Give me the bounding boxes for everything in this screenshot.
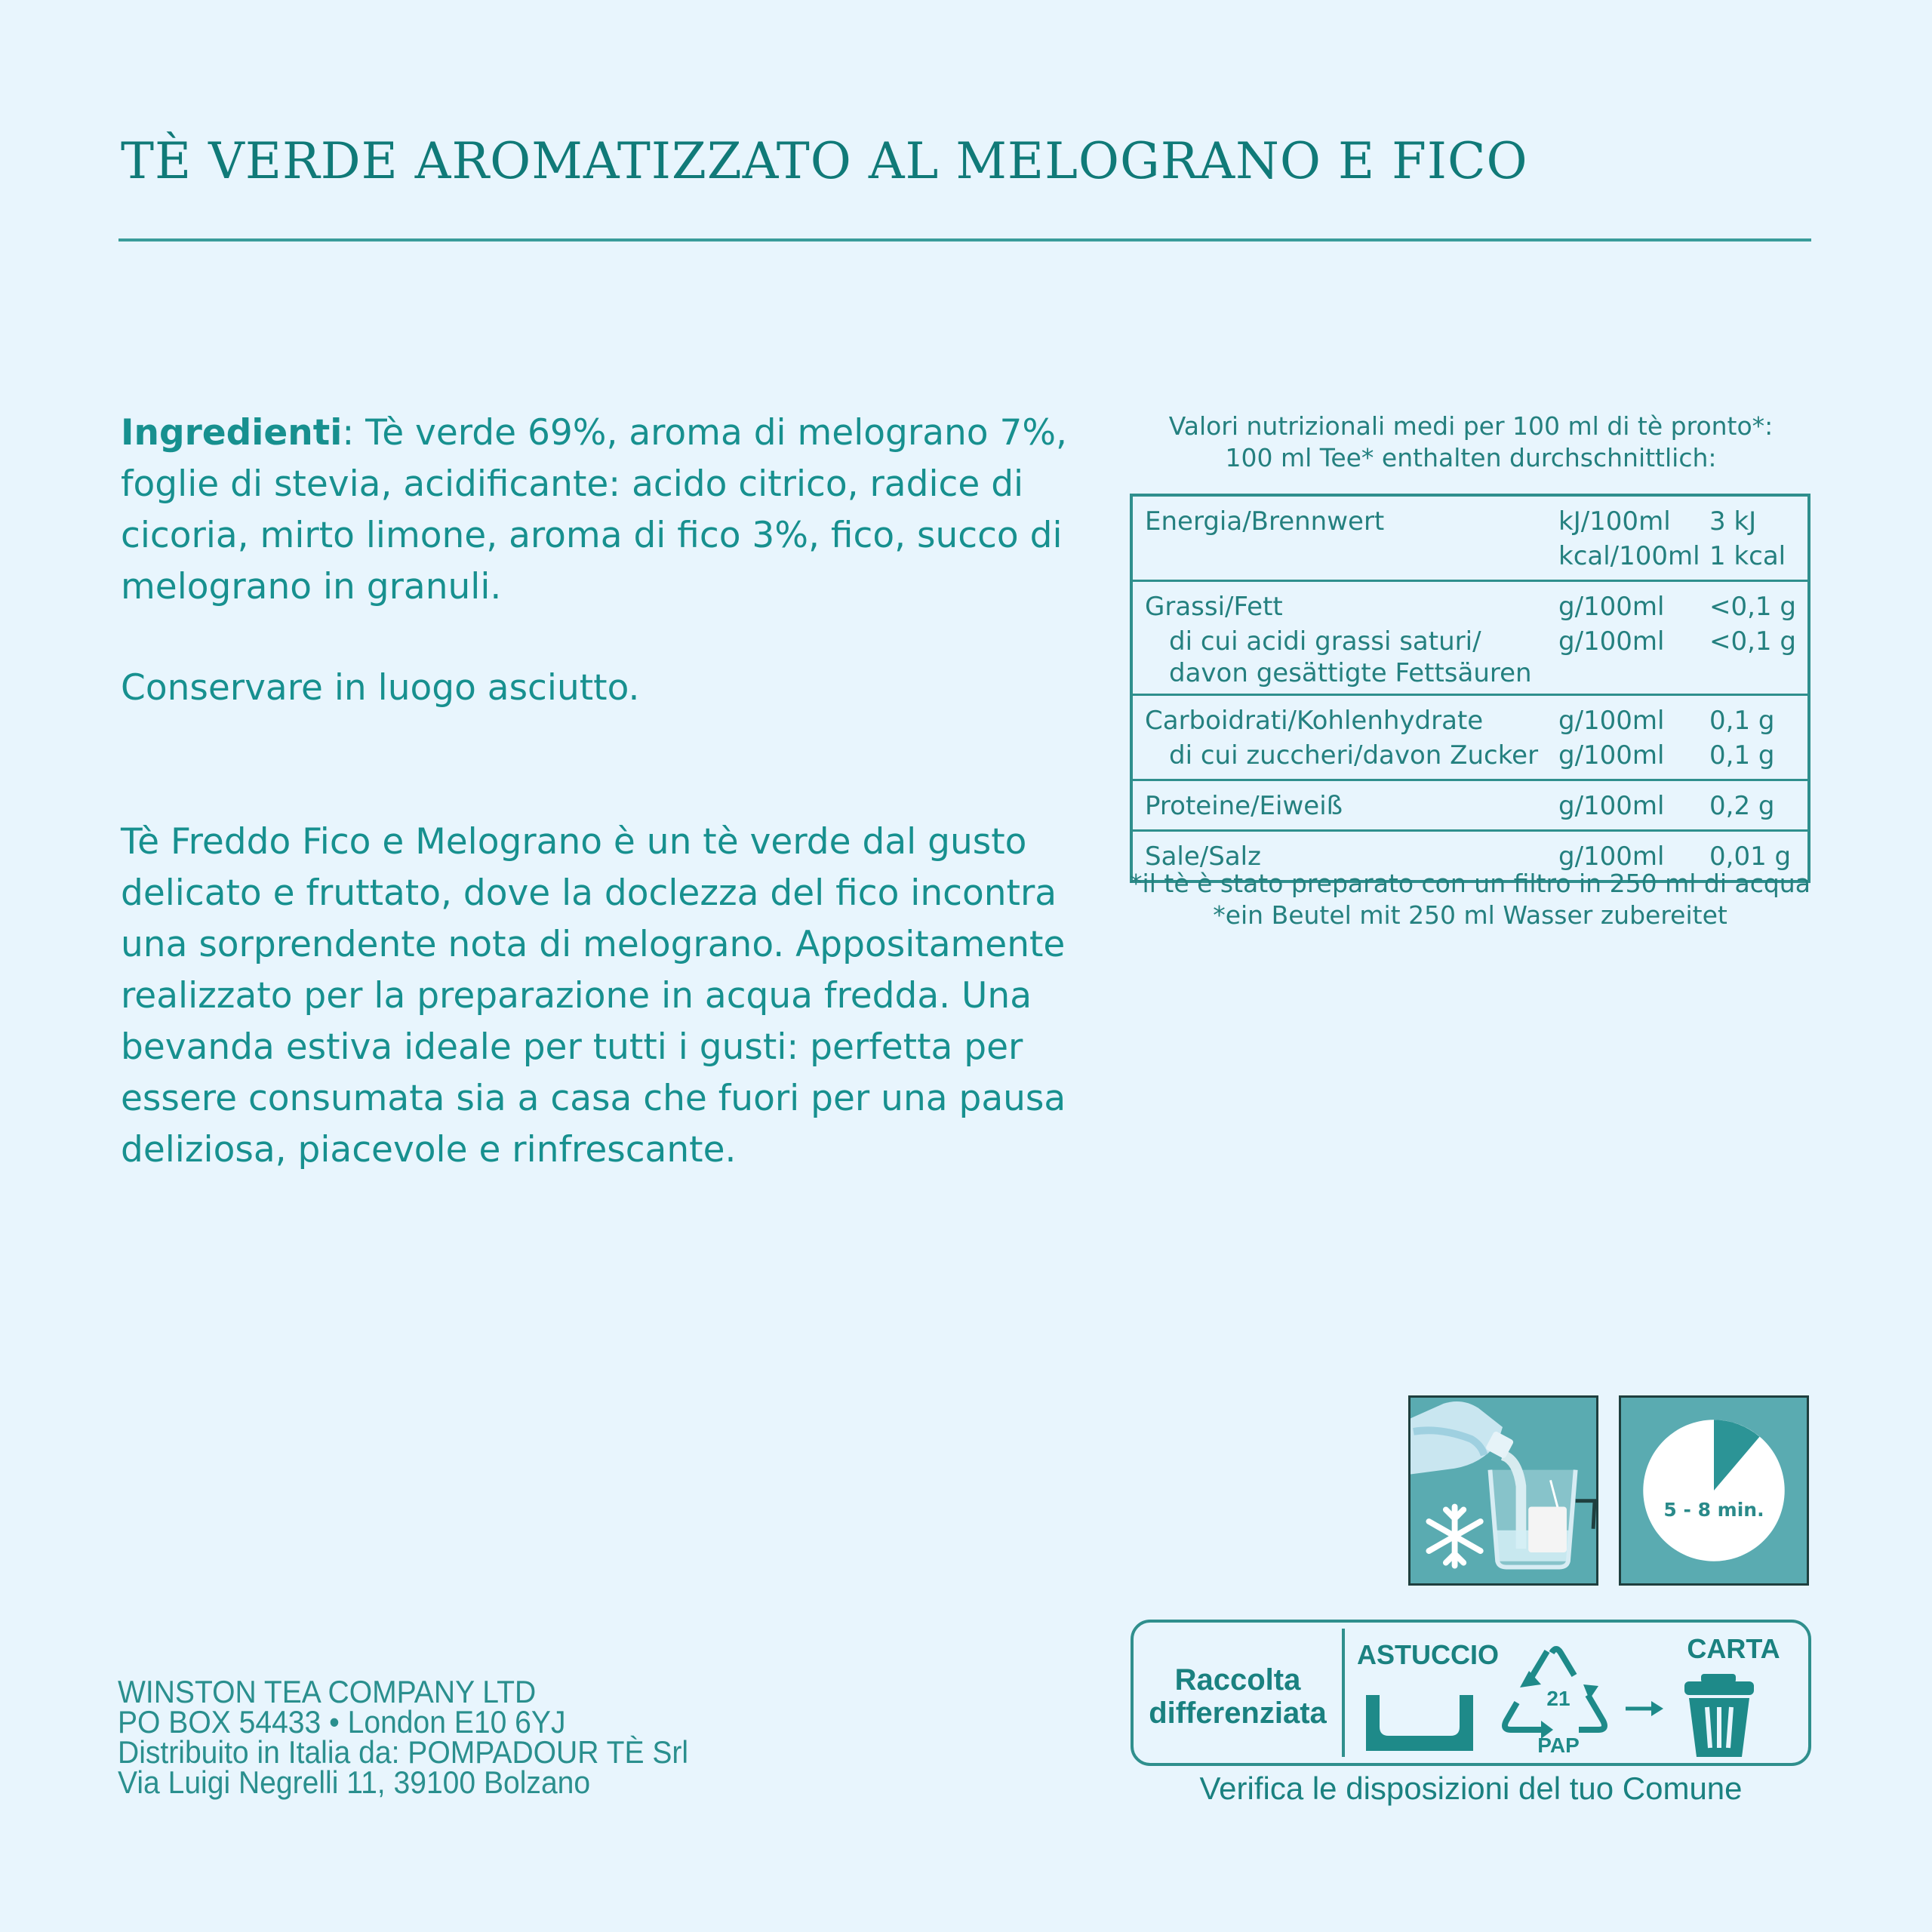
saturated-label <box>1131 624 1558 695</box>
energy-unit-kj: kJ/100ml <box>1558 506 1671 537</box>
nutrition-heading-de: 100 ml Tee* enthalten durchschnittlich: <box>1225 443 1717 472</box>
protein-label: Proteine/Eiweiß <box>1131 780 1558 831</box>
ingredients-text: : Tè verde 69%, aroma di melograno 7%, foglie di stevia, acidificante: acido citrico, radice di cicoria, mirto limone, aroma di fico 3%, fico, succo di melograno in granuli. <box>121 412 1067 608</box>
nutrition-table <box>1130 494 1810 883</box>
protein-value: 0,2 g <box>1709 780 1809 831</box>
sugars-unit: g/100ml <box>1558 740 1665 771</box>
energy-value-kcal: 1 kcal <box>1709 541 1786 571</box>
address-line-4: Via Luigi Negrelli 11, 39100 Bolzano <box>118 1764 591 1800</box>
energy-label: Energia/Brennwert <box>1145 506 1385 537</box>
collection-line-2: differenziata <box>1149 1697 1327 1730</box>
product-title: TÈ VERDE AROMATIZZATO AL MELOGRANO E FICO <box>121 132 1528 190</box>
nutrition-footnote-de: *ein Beutel mit 250 ml Wasser zubereitet <box>1213 900 1727 930</box>
nutrition-footnote-it: *il tè è stato preparato con un filtro in 250 ml di acqua <box>1130 869 1810 898</box>
nutrition-footnote <box>1109 868 1831 931</box>
company-address <box>118 1674 731 1800</box>
fat-label: Grassi/Fett <box>1131 581 1558 625</box>
title-divider <box>118 238 1811 242</box>
ingredients-paragraph <box>121 408 1072 613</box>
protein-unit: g/100ml <box>1558 780 1709 831</box>
table-row-protein <box>1131 780 1809 831</box>
paper-bin-label: CARTA <box>1687 1633 1780 1664</box>
table-row-energy-kcal <box>1131 539 1809 581</box>
saturated-label-it: di cui acidi grassi saturi/ <box>1169 626 1481 657</box>
fat-value: <0,1 g <box>1709 581 1809 625</box>
address-line-3: Distribuito in Italia da: POMPADOUR TÈ Srl <box>118 1734 689 1770</box>
steep-time-label: 5 - 8 min. <box>1663 1499 1764 1521</box>
product-text <box>121 408 1072 1176</box>
salt-label: Sale/Salz <box>1131 831 1558 882</box>
collection-line-1: Raccolta <box>1174 1663 1301 1697</box>
carbs-unit: g/100ml <box>1558 695 1709 739</box>
saturated-label-de: davon gesättigte Fettsäuren <box>1169 658 1532 688</box>
ingredients-label: Ingredienti <box>121 412 343 454</box>
recycling-code-number: 21 <box>1546 1687 1571 1710</box>
table-row-fat <box>1131 581 1809 625</box>
energy-value-kj: 3 kJ <box>1709 506 1757 537</box>
saturated-value: <0,1 g <box>1709 626 1796 657</box>
address-line-2: PO BOX 54433 • London E10 6YJ <box>118 1704 566 1740</box>
address-line-1: WINSTON TEA COMPANY LTD <box>118 1674 537 1709</box>
carbs-value: 0,1 g <box>1709 695 1809 739</box>
table-row-saturated <box>1131 624 1809 695</box>
storage-instructions: Conservare in luogo asciutto. <box>121 667 640 709</box>
recycling-code-material: PAP <box>1537 1734 1580 1757</box>
product-description: Tè Freddo Fico e Melograno è un tè verde dal gusto delicato e fruttato, dove la doclezza del fico incontra una sorprendente nota di melograno. Appositamente realizzato per la preparazione in acqua fredda. Una bevanda estiva ideale per tutti i gusti: perfetta per essere consumata sia a casa che fuori per una pausa deliziosa, piacevole e rinfrescante. <box>121 821 1066 1171</box>
recycling-caption: Verifica le disposizioni del tuo Comune <box>1199 1770 1743 1806</box>
recycling-box <box>1131 1620 1811 1766</box>
carbs-label: Carboidrati/Kohlenhydrate <box>1131 695 1558 739</box>
saturated-unit: g/100ml <box>1558 626 1665 657</box>
table-row-carbs <box>1131 695 1809 739</box>
cold-brew-icon <box>1408 1395 1598 1586</box>
box-icon <box>1366 1695 1473 1751</box>
nutrition-heading-it: Valori nutrizionali medi per 100 ml di tè pronto*: <box>1168 411 1774 441</box>
paper-bin-icon <box>1684 1674 1754 1757</box>
packaging-item-label: ASTUCCIO <box>1357 1639 1499 1670</box>
table-row-energy-kj <box>1131 495 1809 539</box>
nutrition-heading <box>1131 411 1811 474</box>
timer-icon <box>1619 1395 1809 1586</box>
salt-unit: g/100ml <box>1558 831 1709 882</box>
arrow-right-icon <box>1626 1701 1663 1716</box>
table-row-sugars <box>1131 738 1809 780</box>
fat-unit: g/100ml <box>1558 581 1709 625</box>
sugars-label: di cui zuccheri/davon Zucker <box>1169 740 1539 771</box>
sugars-value: 0,1 g <box>1709 740 1775 771</box>
salt-value: 0,01 g <box>1709 831 1809 882</box>
energy-unit-kcal: kcal/100ml <box>1558 541 1700 571</box>
